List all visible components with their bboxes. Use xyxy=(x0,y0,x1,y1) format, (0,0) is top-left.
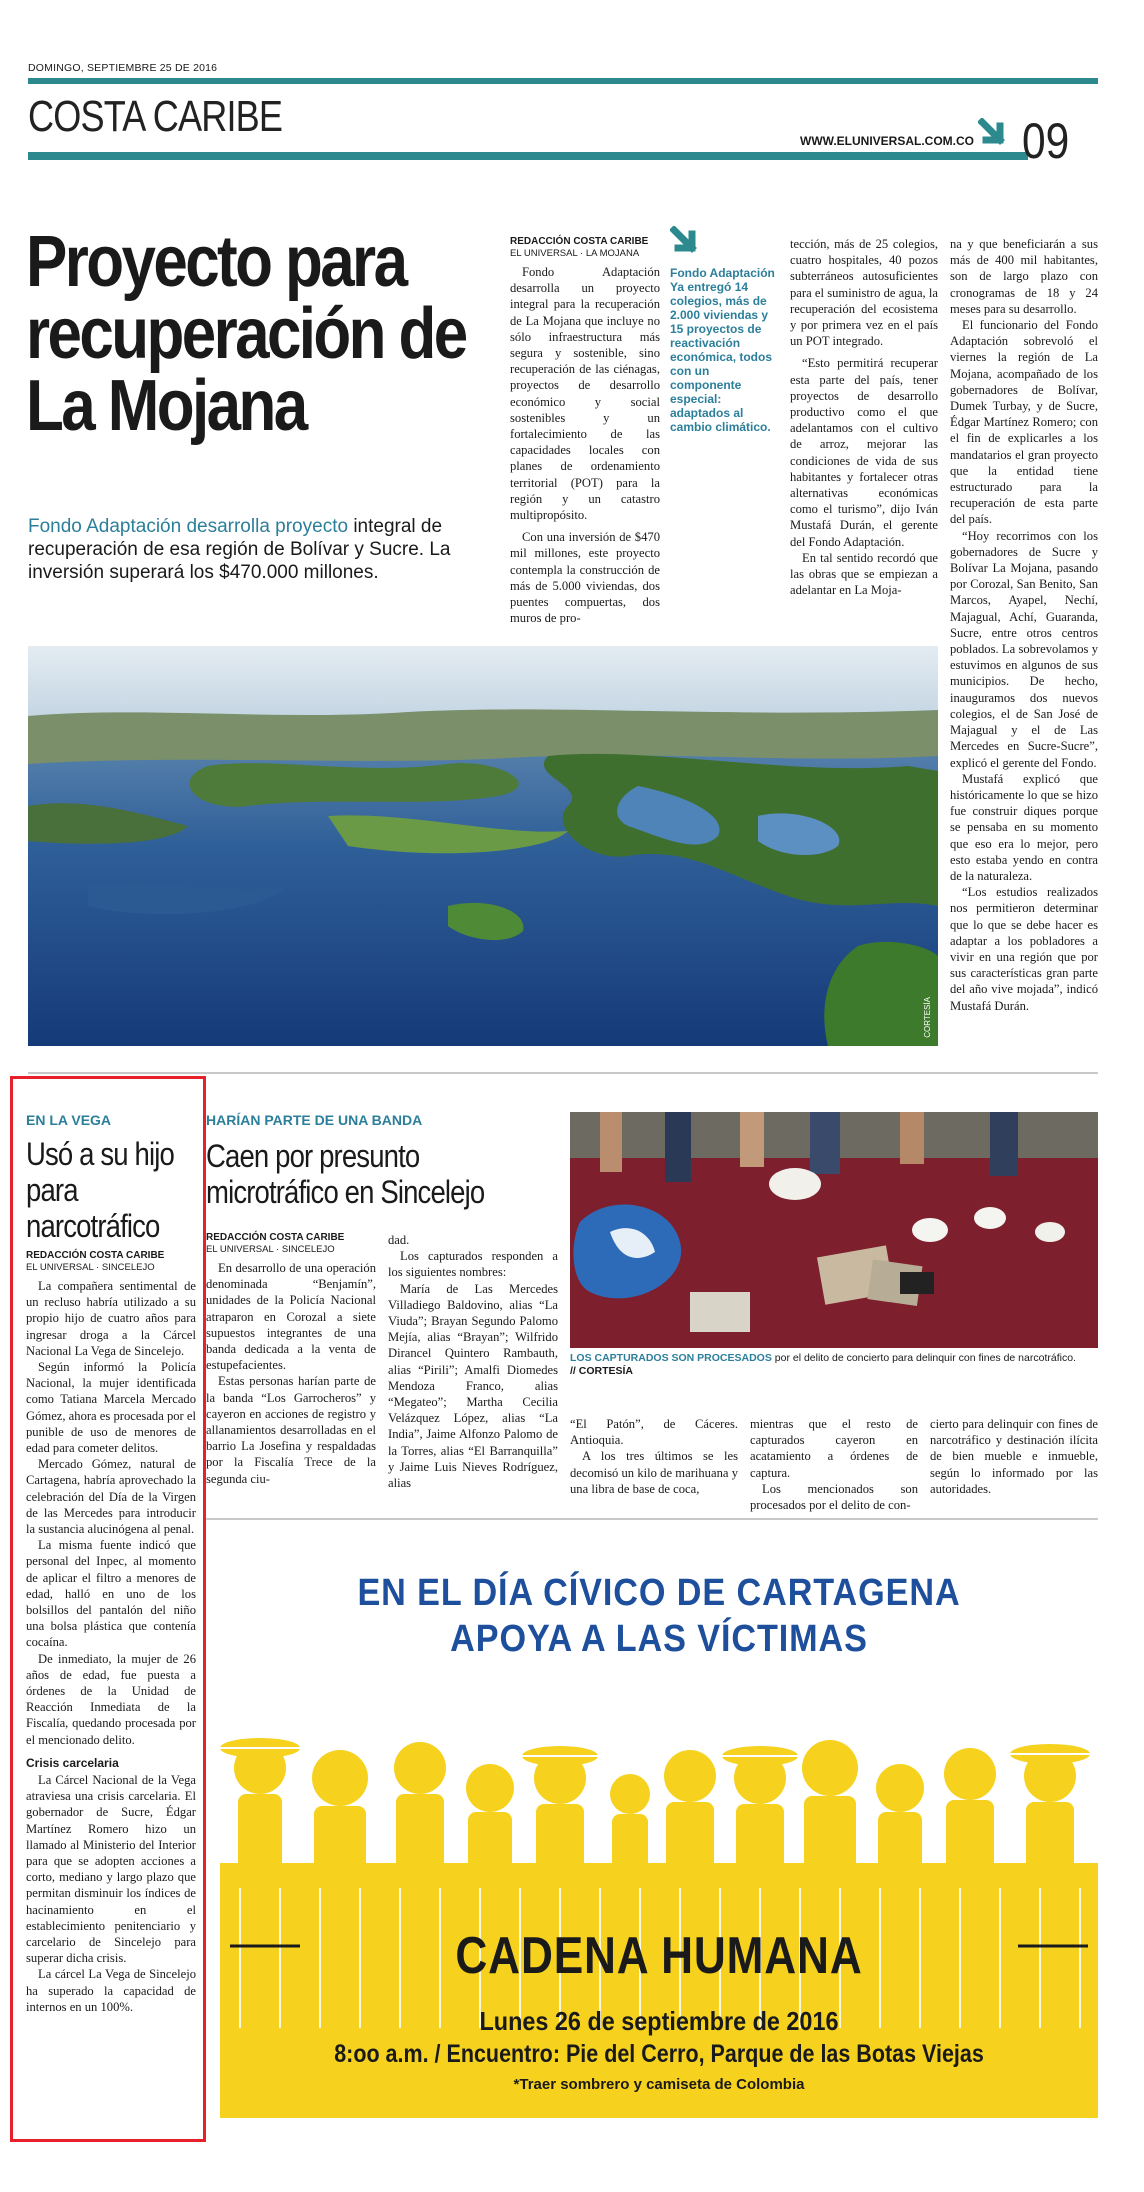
vega-body xyxy=(26,1278,196,2015)
main-headline: Proyecto para recuperación de La Mojana xyxy=(26,222,466,446)
paragraph: tección, más de 25 colegios, cuatro hospitales, 40 pozos subterráneos autosuficientes para el suministro de agua, la recuperación del ecosistema y por primera vez en el país un POT integrado. xyxy=(790,237,938,349)
paragraph: “Los estudios realizados nos permitieron determinar que lo que se debe hacer es adaptar a los pobladores a vivir en una región que por sus características gran parte del año vive mojada”, indicó Mustafá Durán. xyxy=(950,885,1098,1013)
arrow-down-right-icon xyxy=(670,226,704,260)
paragraph: La cárcel La Vega de Sincelejo ha superado la capacidad de internos en un 100%. xyxy=(26,1967,196,2014)
paragraph: “El Patón”, de Cáceres. Antioquia. xyxy=(570,1417,738,1448)
byline: REDACCIÓN COSTA CARIBE xyxy=(510,236,649,247)
paragraph: En desarrollo de una operación denominada “Benjamín”, unidades de la Policía Nacional atraparon en Corozal a siete supuestos integrantes de una banda dedicada a la venta de estupefacientes. xyxy=(206,1261,376,1373)
main-col-1 xyxy=(510,236,660,626)
arrow-down-right-icon xyxy=(978,118,1012,152)
paragraph: En tal sentido recordó que las obras que se empiezan a adelantar en La Moja- xyxy=(790,550,938,598)
vega-subhead: Crisis carcelaria xyxy=(26,1755,119,1770)
paragraph: cierto para delinquir con fines de narcotráfico y destinación ilícita de bien mueble e inmueble, según lo informado por las autoridades. xyxy=(930,1417,1098,1496)
band-col-2 xyxy=(388,1232,558,1491)
paragraph: Con una inversión de $470 mil millones, este proyecto contempla la construcción de más de 5.000 viviendas, dos puentes compuertas, dos muros de pro- xyxy=(510,530,660,626)
header-bottom-rule xyxy=(28,152,1028,160)
paragraph: El funcionario del Fondo Adaptación sobrevoló el viernes la región de La Mojana, acompañado de los gobernadores de Bolívar, Dumek Turbay, y de Sucre, Édgar Martínez Romero; con el fin de explicarles a los mandatarios el gran proyecto que la entidad tiene estructurado para la recuperación de esta parte del país. xyxy=(950,318,1098,527)
website-link[interactable]: WWW.ELUNIVERSAL.COM.CO xyxy=(800,134,974,148)
sidebar-box xyxy=(670,226,778,434)
vega-kicker: EN LA VEGA xyxy=(26,1112,112,1128)
aerial-photo xyxy=(28,646,938,1046)
ad-divider xyxy=(206,1518,1098,1520)
band-photo xyxy=(570,1112,1098,1348)
ad-place: 8:oo a.m. / Encuentro: Pie del Cerro, Parque de las Botas Viejas xyxy=(334,2040,984,2068)
paragraph: Los mencionados son procesados por el delito de con- xyxy=(750,1481,918,1513)
deck-text: integral de recuperación de esa región de Bolívar y Sucre. La inversión superará los $470.000 millones. xyxy=(28,516,451,583)
section-title: COSTA CARIBE xyxy=(28,92,283,141)
paragraph: “Esto permitirá recuperar esta parte del país, tener proyectos de desarrollo productivo como el que adelantamos con el cultivo de arroz, mejorar las condiciones de vida de sus habitantes y fortalecer otras alternativas económicas como el turismo”, dijo Iván Mustafá Durán, el gerente del Fondo Adaptación. xyxy=(790,356,938,549)
paragraph: Mustafá explicó que históricamente lo que se hizo fue construir diques porque se pensaba en su momento que eso era lo mejor, pero esto estaba yendo en contra de la naturaleza. xyxy=(950,771,1098,883)
page-number: 09 xyxy=(1022,113,1070,169)
paragraph: A los tres últimos se les decomisó un kilo de marihuana y una libra de base de coca, xyxy=(570,1449,738,1496)
caption-credit: // CORTESÍA xyxy=(570,1365,634,1377)
paragraph: dad. xyxy=(388,1233,410,1247)
deck-highlight: Fondo Adaptación desarrolla proyecto xyxy=(28,516,349,537)
header-top-rule xyxy=(28,78,1098,84)
dateline: DOMINGO, SEPTIEMBRE 25 DE 2016 xyxy=(28,62,218,74)
paragraph: Según informó la Policía Nacional, la mujer identificada como Tatiana Marcela Mercado Gómez, ahora es procesada por el punible de uso de menores de edad para cometer delitos. xyxy=(26,1360,196,1456)
ad-cadena-title: CADENA HUMANA xyxy=(455,1927,863,1985)
band-byline: REDACCIÓN COSTA CARIBE xyxy=(206,1232,345,1243)
band-col-1 xyxy=(206,1232,376,1487)
band-headline: Caen por presunto microtráfico en Sincelejo xyxy=(206,1138,485,1210)
paragraph: mientras que el resto de capturados cayeron en acatamiento a órdenes de captura. xyxy=(750,1417,918,1480)
section-divider xyxy=(28,1072,1098,1074)
vega-byline: REDACCIÓN COSTA CARIBE xyxy=(26,1250,165,1261)
band-col-3 xyxy=(570,1416,738,1497)
caption-text: por el delito de concierto para delinquir con fines de narcotráfico. xyxy=(771,1352,1076,1364)
ad-date: Lunes 26 de septiembre de 2016 xyxy=(479,2006,839,2036)
photo-credit: CORTESÍA xyxy=(923,997,932,1038)
paragraph: Fondo Adaptación desarrolla un proyecto integral para la recuperación de La Mojana que incluye no sólo infraestructura más segura y sostenible, sino recuperación de las ciénagas, proyectos de desarrollo económico y social sostenibles y un fortalecimiento de las capacidades locales con planes de ordenamiento territorial (POT) para la región y un catastro multipropósito. xyxy=(510,265,660,523)
band-col-5 xyxy=(930,1416,1098,1497)
sidebar-text: Fondo Adaptación Ya entregó 14 colegios, más de 2.000 viviendas y 15 proyectos de reactivación económica, todos con un componente especial: adaptados al cambio climático. xyxy=(670,266,775,434)
paragraph: Los capturados responden a los siguientes nombres: xyxy=(388,1249,558,1280)
ad-line-2: APOYA A LAS VÍCTIMAS xyxy=(450,1618,868,1660)
main-col-3 xyxy=(790,236,938,598)
vega-byline-place: EL UNIVERSAL · SINCELEJO xyxy=(26,1262,155,1273)
byline-place: EL UNIVERSAL · LA MOJANA xyxy=(510,248,640,259)
advertisement xyxy=(220,1530,1098,2142)
ad-note: *Traer sombrero y camiseta de Colombia xyxy=(513,2076,805,2093)
ad-line-1: EN EL DÍA CÍVICO DE CARTAGENA xyxy=(357,1572,961,1614)
paragraph: La misma fuente indicó que personal del Inpec, al momento de aplicar el filtro a menores de edad, halló en uno de los bolsillos del pantalón del niño una bolsa plástica que contenía cocaína. xyxy=(26,1538,196,1650)
paragraph: “Hoy recorrimos con los gobernadores de Sucre y Bolívar La Mojana, pasando por Corozal, San Benito, San Marcos, Ayapel, Nechí, Majagual, Achí, Guaranda, Sucre, entre otros centros poblados. La sobrevolamos y estuvimos en algunos de sus municipios. De hecho, inauguramos dos nuevos colegios, el de San José de Majagual y el de Las Mercedes en Sucre-Sucre”, explicó el gerente del Fondo. xyxy=(950,528,1098,770)
band-photo-caption xyxy=(570,1352,1098,1378)
band-col-4 xyxy=(750,1416,918,1513)
vega-story xyxy=(26,1112,196,2015)
band-byline-place: EL UNIVERSAL · SINCELEJO xyxy=(206,1244,335,1255)
paragraph: La compañera sentimental de un recluso habría utilizado a su propio hijo de cuatro años para ingresar droga a la Cárcel Nacional La Vega de Sincelejo. xyxy=(26,1279,196,1358)
main-col-4 xyxy=(950,236,1098,1014)
paragraph: Estas personas harían parte de la banda “Los Garrocheros” y cayeron en acciones de registro y allanamientos desarrolladas en el barrio La Josefina y respaldadas por la Fiscalía Trece de la segunda ciu- xyxy=(206,1374,376,1486)
paragraph: María de Las Mercedes Villadiego Baldovino, alias “La Viuda”; Brayan Segundo Palomo Mejía, alias “Brayan”; Wilfrido Dirancel Quintero Rambauth, alias “Pirili”; Amalfi Diomedes Mendoza Franco, alias “Megateo”; Martha Cecilia Velázquez López, alias “La India”, Jaime Alfonzo Palomo de la Torres, alias “El Barranquilla” y Jaime Luis Nieves Rodríguez, alias xyxy=(388,1281,558,1491)
main-deck xyxy=(28,515,498,584)
vega-headline: Usó a su hijo para narcotráfico xyxy=(26,1136,174,1244)
caption-lead: LOS CAPTURADOS SON PROCESADOS xyxy=(570,1352,772,1364)
paragraph: na y que beneficiarán a sus más de 400 mil habitantes, son de largo plazo con cronogramas de 18 y 24 meses para su desarrollo. xyxy=(950,237,1098,316)
paragraph: La Cárcel Nacional de la Vega atraviesa una crisis carcelaria. El gobernador de Sucre, Édgar Martínez Romero hizo un llamado al Ministerio del Interior para que se adopten acciones a corto, mediano y largo plazo que permitan disminuir los índices de hacinamiento en el establecimiento penitenciario y carcelario de Sincelejo para superar dicha crisis. xyxy=(26,1772,196,1966)
paragraph: De inmediato, la mujer de 26 años de edad, fue puesta a órdenes de la Unidad de Reacción Inmediata de la Fiscalía, quedando procesada por el mencionado delito. xyxy=(26,1651,196,1747)
paragraph: Mercado Gómez, natural de Cartagena, habría aprovechado la celebración del Día de la Virgen de las Mercedes para introducir la sustancia alucinógena al penal. xyxy=(26,1457,196,1537)
band-kicker: HARÍAN PARTE DE UNA BANDA xyxy=(206,1112,423,1128)
